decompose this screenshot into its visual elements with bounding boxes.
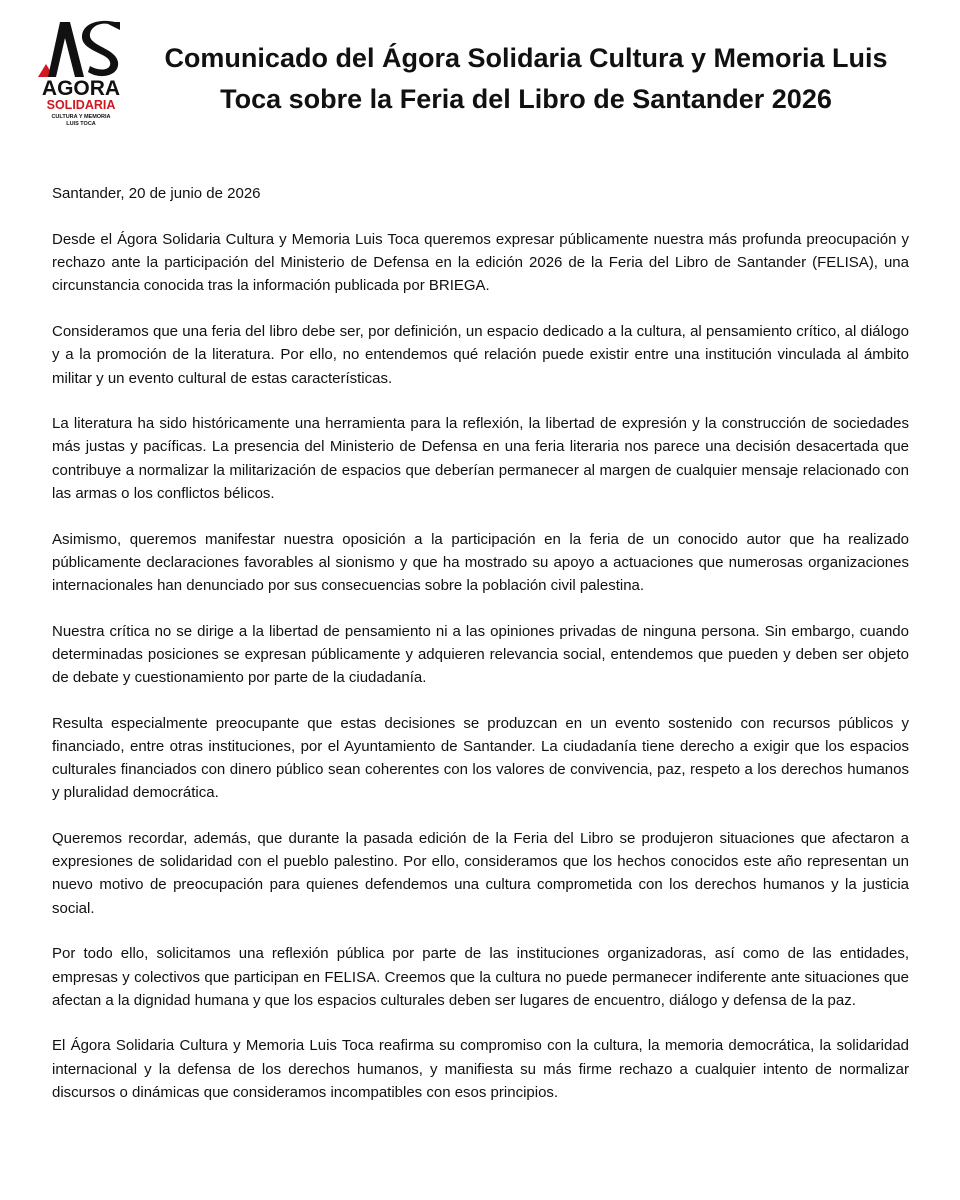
logo-tagline-line-2: LUIS TOCA xyxy=(66,121,96,127)
logo-subtitle: SOLIDARIA xyxy=(46,98,116,112)
logo-tagline xyxy=(36,114,126,128)
paragraph: Desde el Ágora Solidaria Cultura y Memoria Luis Toca queremos expresar públicamente nuestra más profunda preocupación y rechazo ante la participación del Ministerio de Defensa en la edición 2026 de la Feria del Libro de Santander (FELISA), una circunstancia conocida tras la información publicada por BRIEGA. xyxy=(52,231,909,295)
communique-body xyxy=(52,183,909,1127)
date-line: Santander, 20 de junio de 2026 xyxy=(52,185,261,202)
paragraph: Nuestra crítica no se dirige a la libertad de pensamiento ni a las opiniones privadas de ninguna persona. Sin embargo, cuando determinadas posiciones se expresan públicamente y adquieren relevancia social, entendemos que pueden y deben ser objeto de debate y cuestionamiento por parte de la ciudadanía. xyxy=(52,622,909,687)
logo-tagline-line-1: CULTURA Y MEMORIA xyxy=(51,114,111,120)
logo-wordmark: AGORA xyxy=(41,77,121,100)
paragraph: La literatura ha sido históricamente una herramienta para la reflexión, la libertad de expresión y la construcción de sociedades más justas y pacíficas. La presencia del Ministerio de Defensa en una feria literaria nos parece una decisión desacertada que contribuye a normalizar la militarización de espacios que deberían permanecer al margen de cualquier mensaje relacionado con las armas o los conflictos bélicos. xyxy=(52,415,909,502)
paragraph: Queremos recordar, además, que durante la pasada edición de la Feria del Libro se produjeron situaciones que afectaron a expresiones de solidaridad con el pueblo palestino. Por ello, consideramos que los hechos conocidos este año representan un nuevo motivo de preocupación para quienes defendemos una cultura comprometida con los derechos humanos y la justicia social. xyxy=(52,830,909,917)
paragraph: El Ágora Solidaria Cultura y Memoria Luis Toca reafirma su compromiso con la cultura, la memoria democrática, la solidaridad internacional y la defensa de los derechos humanos, y manifiesta su más firme rechazo a cualquier intento de normalizar discursos o dinámicas que consideramos incompatibles con esos principios. xyxy=(52,1037,909,1101)
paragraph: Resulta especialmente preocupante que estas decisiones se produzcan en un evento sostenido con recursos públicos y financiado, entre otras instituciones, por el Ayuntamiento de Santander. La ciudadanía tiene derecho a exigir que los espacios culturales financiados con dinero público sean coherentes con los valores de convivencia, paz, respeto a los derechos humanos y pluralidad democrática. xyxy=(52,714,909,802)
as-monogram-icon xyxy=(30,20,130,82)
page-title: Comunicado del Ágora Solidaria Cultura y Memoria Luis Toca sobre la Feria del Libro de Santander 2026 xyxy=(164,43,888,114)
agora-logo xyxy=(30,20,130,132)
paragraph: Asimismo, queremos manifestar nuestra oposición a la participación en la feria de un conocido autor que ha realizado públicamente declaraciones favorables al sionismo y que ha mostrado su apoyo a actuaciones que numerosas organizaciones internacionales han denunciado por sus consecuencias sobre la población civil palestina. xyxy=(52,530,909,594)
paragraph: Por todo ello, solicitamos una reflexión pública por parte de las instituciones organizadoras, así como de las entidades, empresas y colectivos que participan en FELISA. Creemos que la cultura no puede permanecer indiferente ante situaciones que afectan a la dignidad humana y que los espacios culturales deben ser lugares de encuentro, diálogo y defensa de la paz. xyxy=(52,945,909,1009)
paragraph: Consideramos que una feria del libro debe ser, por definición, un espacio dedicado a la cultura, al pensamiento crítico, al diálogo y a la promoción de la literatura. Por ello, no entendemos qué relación puede existir entre una institución vinculada al ámbito militar y un evento cultural de estas características. xyxy=(52,323,909,387)
